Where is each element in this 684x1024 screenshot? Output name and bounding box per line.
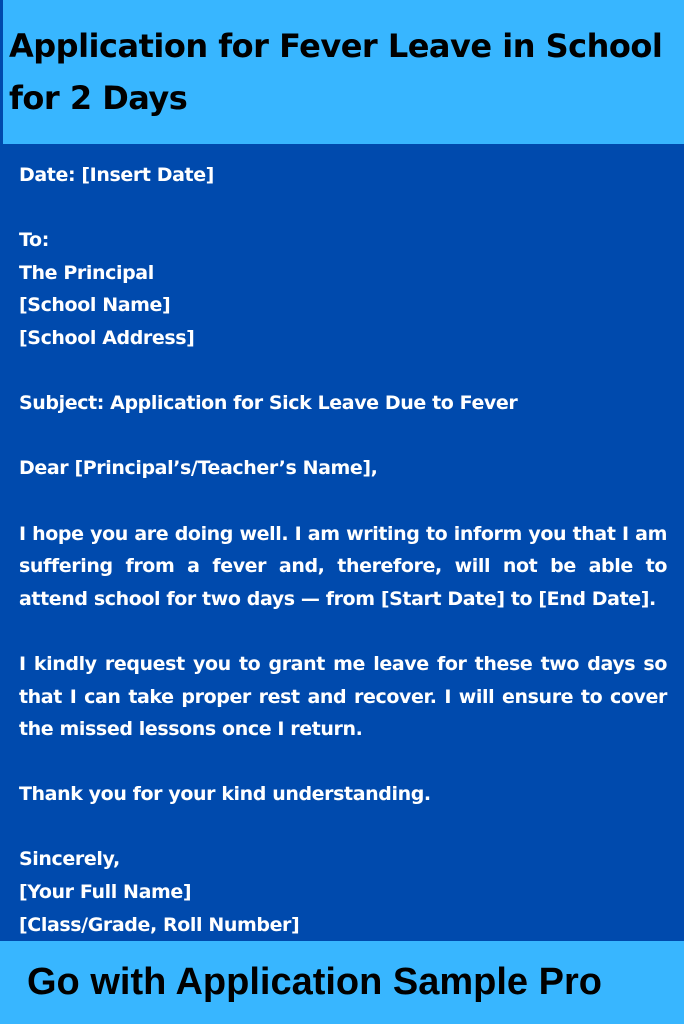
letter-body — [19, 159, 667, 941]
letter-recipient: The Principal — [19, 261, 154, 284]
spacer — [19, 355, 667, 388]
letter-salutation: Dear [Principal’s/Teacher’s Name], — [19, 457, 378, 480]
letter-to-label: To: — [19, 229, 49, 252]
letter-paragraph-2: I kindly request you to grant me leave for these two days so that I can take proper rest and recover. I will ensure to cover the missed lessons once I return. — [19, 652, 667, 741]
spacer — [19, 192, 667, 225]
letter-signature-name: [Your Full Name] — [19, 881, 192, 904]
letter-thanks: Thank you for your kind understanding. — [19, 783, 431, 806]
spacer — [19, 811, 667, 844]
spacer — [19, 420, 667, 453]
page-title: Application for Fever Leave in School for 2 Days — [9, 27, 663, 117]
letter-paragraph-1: I hope you are doing well. I am writing to inform you that I am suffering from a fever and, therefore, will not be able to attend school for two days — from [Start Date] to [End Date]. — [19, 522, 667, 610]
letter-school-name: [School Name] — [19, 294, 171, 317]
title-banner — [0, 0, 684, 144]
footer-brand-text: Go with Application Sample Pro — [27, 961, 602, 1003]
spacer — [19, 615, 667, 648]
letter-school-address: [School Address] — [19, 326, 195, 349]
letter-date: Date: [Insert Date] — [19, 164, 214, 186]
footer-banner — [0, 941, 684, 1024]
spacer — [19, 746, 667, 779]
letter-subject: Subject: Application for Sick Leave Due to Fever — [19, 392, 518, 415]
letter-closing: Sincerely, — [19, 848, 120, 871]
spacer — [19, 485, 667, 518]
letter-class-roll: [Class/Grade, Roll Number] — [19, 913, 300, 936]
